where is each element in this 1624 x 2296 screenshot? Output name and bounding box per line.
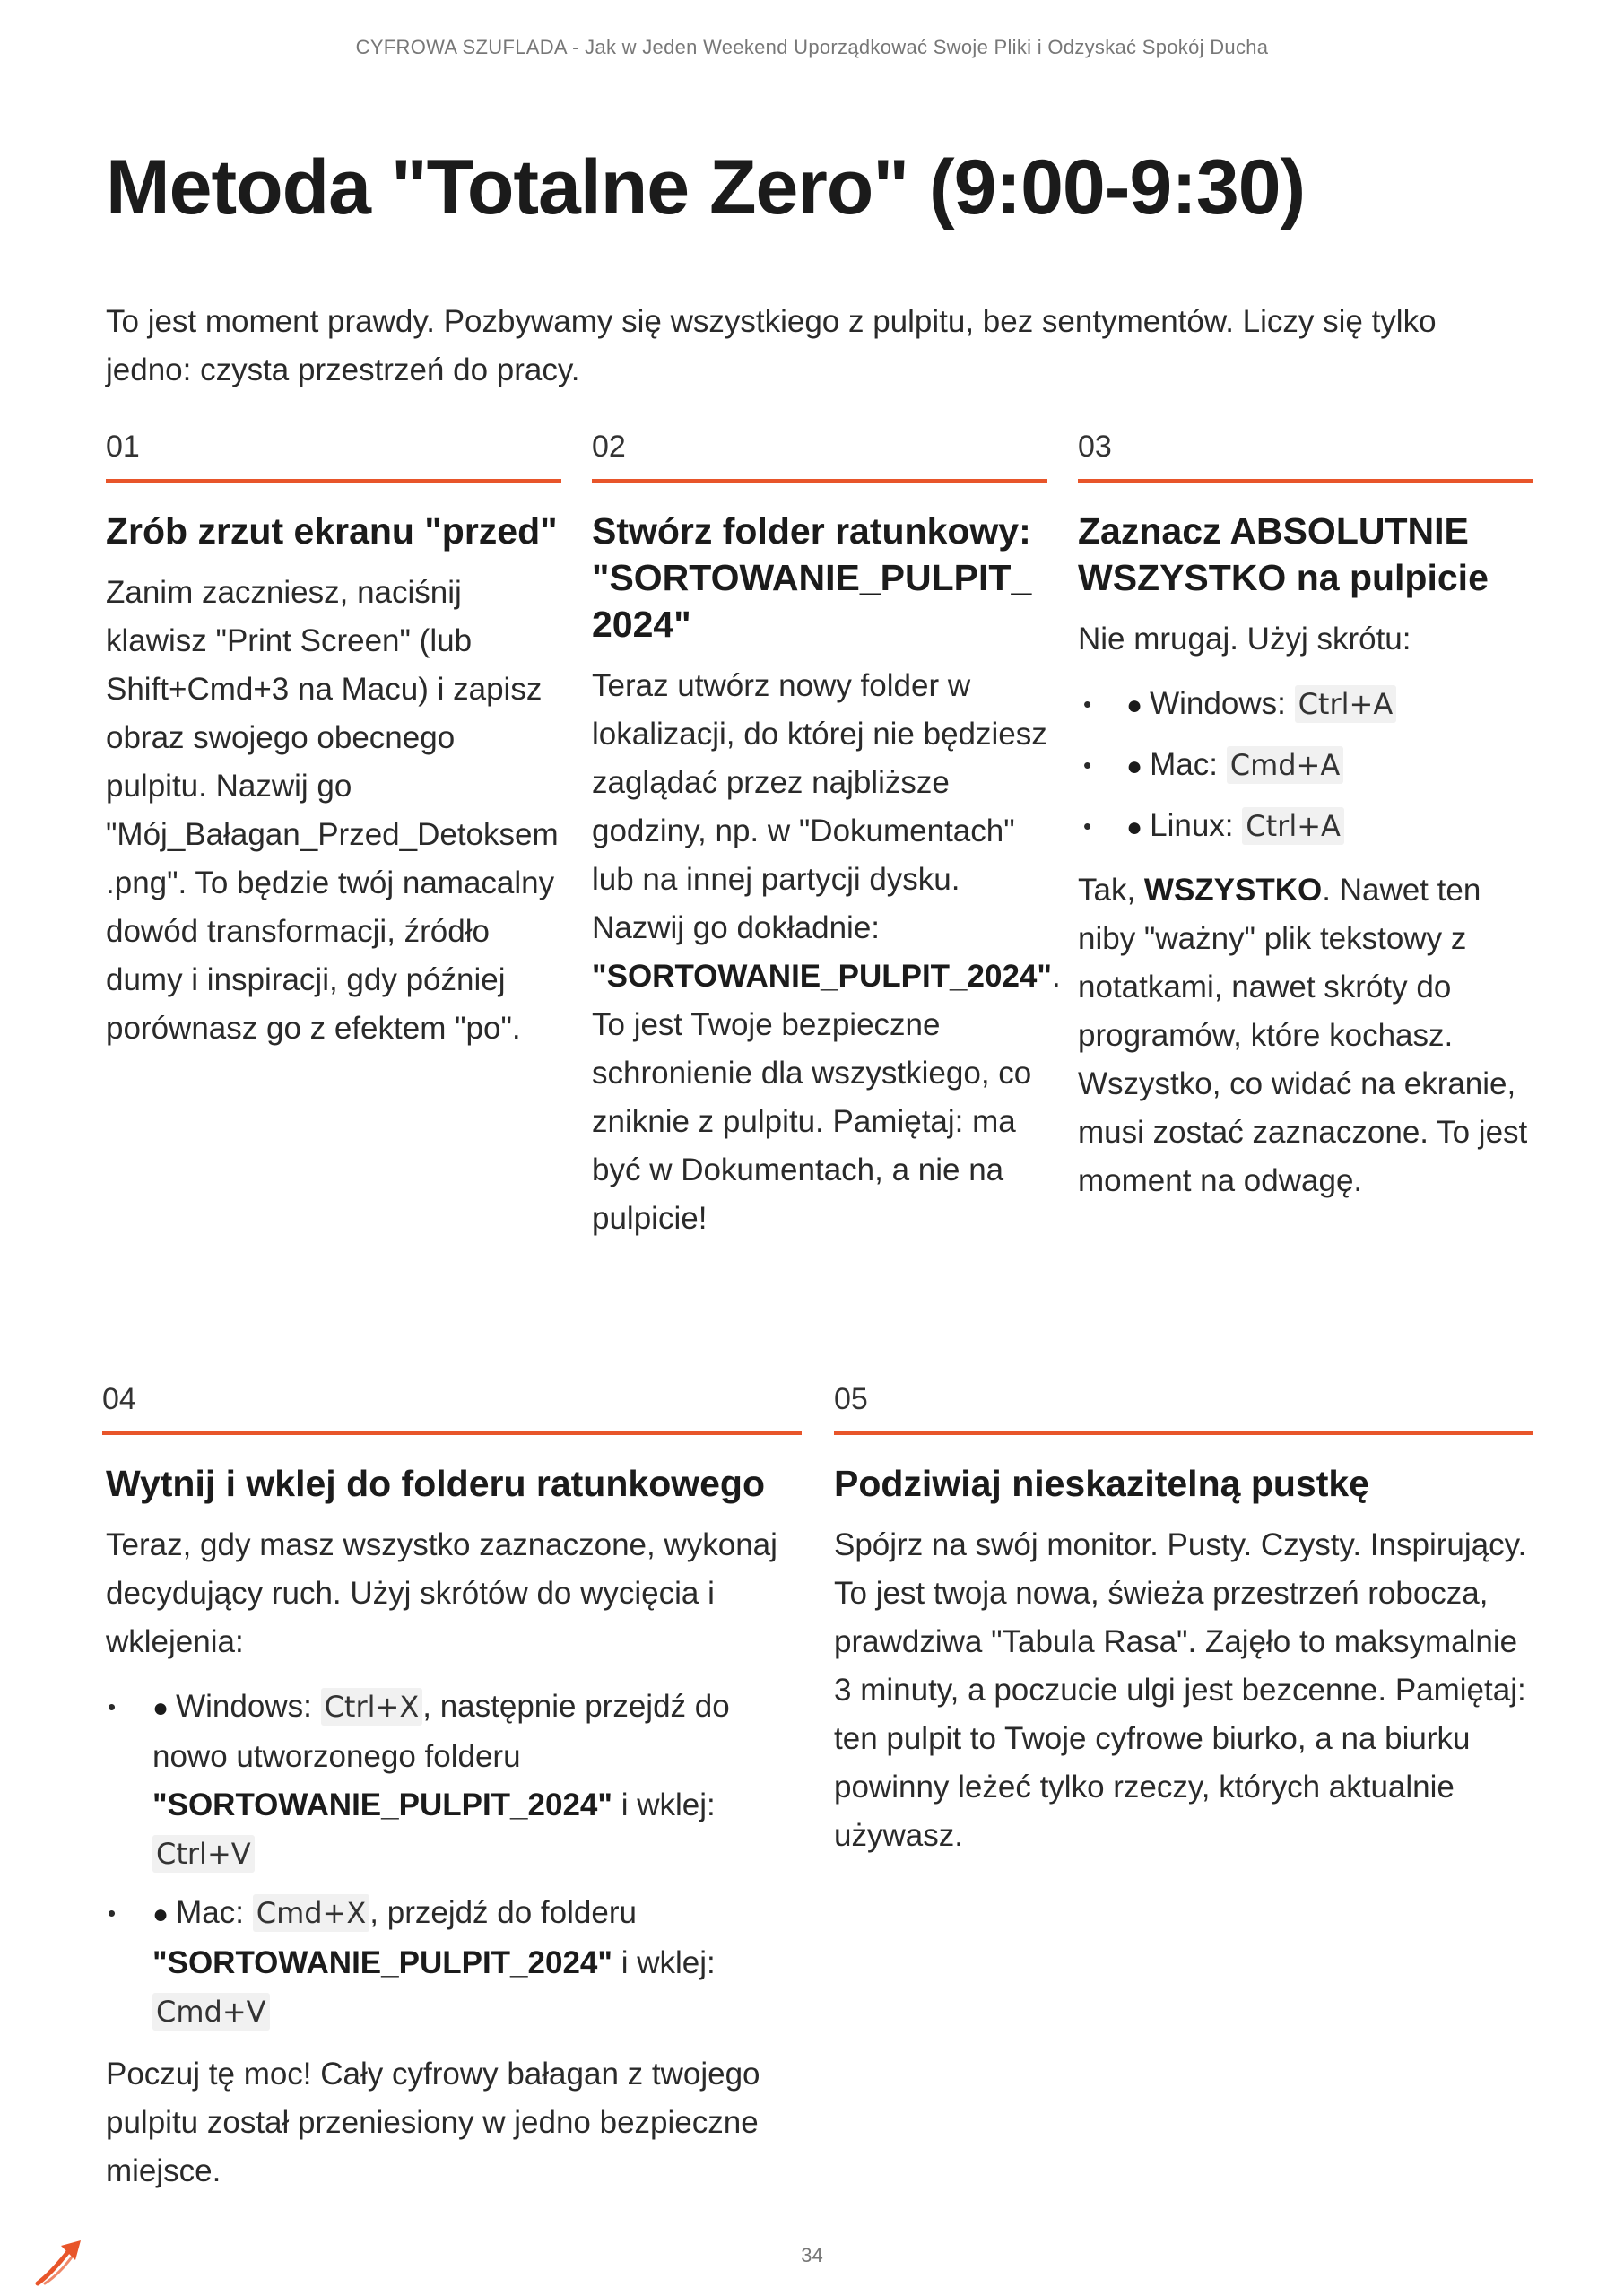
step-number: 04 (102, 1382, 136, 1416)
list-item (1078, 802, 1533, 852)
step-outro: Poczuj tę moc! Cały cyfrowy bałagan z twojego pulpitu został przeniesiony w jedno bezpieczne miejsce. (106, 2057, 760, 2188)
black-circle-icon: ● (152, 1693, 169, 1723)
step-title: Podziwiaj nieskazitelną pustkę (834, 1463, 1369, 1504)
intro-paragraph: To jest moment prawdy. Pozbywamy się wszystkiego z pulpitu, bez sentymentów. Liczy się tylko jedno: czysta przestrzeń do pracy. (106, 304, 1437, 387)
os-label: Mac: (1150, 747, 1218, 782)
folder-name: "SORTOWANIE_PULPIT_2024" (592, 959, 1052, 994)
step-02 (592, 427, 1061, 1243)
black-circle-icon: ● (1126, 813, 1143, 842)
shortcut-key: Cmd+A (1227, 746, 1344, 784)
step-body: Spójrz na swój monitor. Pusty. Czysty. Inspirujący. To jest twoja nowa, świeża przestrzeń robocza, prawdziwa "Tabula Rasa". Zajęło to maksymalnie 3 minuty, a poczucie ulgi jest bezcenne. Pamiętaj: ten pulpit to Twoje cyfrowe biurko, a na biurku powinny leżeć tylko rzeczy, których aktualnie używasz. (834, 1527, 1527, 1853)
bullet-icon: • (1083, 691, 1092, 718)
list-item (102, 1889, 802, 2036)
step-title: Wytnij i wklej do folderu ratunkowego (106, 1463, 766, 1504)
action-list (102, 1683, 802, 2036)
step-lead: Nie mrugaj. Użyj skrótu: (1078, 622, 1411, 657)
folder-name: "SORTOWANIE_PULPIT_2024" (152, 1945, 612, 1980)
list-item (1078, 741, 1533, 791)
shortcut-list (1078, 680, 1533, 852)
step-04 (102, 1379, 802, 2196)
page-title: Metoda "Totalne Zero" (9:00-9:30) (106, 144, 1306, 230)
os-label: Mac: (176, 1895, 244, 1930)
step-divider (592, 479, 1047, 483)
running-header: CYFROWA SZUFLADA - Jak w Jeden Weekend Uporządkować Swoje Pliki i Odzyskać Spokój Ducha (355, 36, 1269, 58)
shortcut-key: Ctrl+V (152, 1835, 255, 1873)
shortcut-key: Cmd+X (253, 1894, 370, 1932)
paste-label: i wklej: (612, 1787, 716, 1822)
step-title: Zrób zrzut ekranu "przed" (106, 510, 558, 552)
paste-label: i wklej: (612, 1945, 716, 1980)
step-body: Zanim zaczniesz, naciśnij klawisz "Print Screen" (lub Shift+Cmd+3 na Macu) i zapisz obraz swojego obecnego pulpitu. Nazwij go "Mój_Bałagan_Przed_Detoksem .png". To będzie twój namacalny dowód transformacji, źródło dumy i inspiracji, gdy później porównasz go z efektem "po". (106, 575, 559, 1046)
step-05 (834, 1379, 1533, 1860)
page-number: 34 (801, 2244, 823, 2266)
instruction-text: , następnie przejdź do nowo utworzonego folderu (152, 1689, 730, 1774)
os-label: Windows: (176, 1689, 312, 1724)
step-number: 05 (834, 1382, 868, 1416)
list-item (1078, 680, 1533, 730)
instruction-text: , przejdź do folderu (369, 1895, 637, 1930)
black-circle-icon: ● (152, 1900, 169, 1929)
bullet-icon: • (1083, 752, 1092, 778)
black-circle-icon: ● (1126, 752, 1143, 781)
os-label: Windows: (1150, 686, 1286, 721)
step-lead: Teraz, gdy masz wszystko zaznaczone, wykonaj decydujący ruch. Użyj skrótów do wycięcia i wklejenia: (106, 1527, 777, 1659)
bullet-icon: • (108, 1900, 117, 1926)
step-01 (106, 427, 561, 1053)
step-number: 01 (106, 430, 140, 464)
step-body (1078, 866, 1533, 1205)
folder-name: "SORTOWANIE_PULPIT_2024" (152, 1787, 612, 1822)
shortcut-key: Ctrl+A (1295, 685, 1397, 723)
step-body-end: . Nawet ten niby "ważny" plik tekstowy z notatkami, nawet skróty do programów, które kochasz. Wszystko, co widać na ekranie, musi zostać zaznaczone. To jest moment na odwagę. (1078, 873, 1528, 1198)
step-number: 02 (592, 430, 626, 464)
step-body-start: Tak, (1078, 873, 1144, 908)
step-divider (1078, 479, 1533, 483)
step-03 (1078, 427, 1533, 1205)
step-divider (106, 479, 561, 483)
step-body-end: . To jest Twoje bezpieczne schronienie dla wszystkiego, co zniknie z pulpitu. Pamiętaj: ma być w Dokumentach, a nie na pulpicie! (592, 959, 1061, 1236)
os-label: Linux: (1150, 808, 1234, 843)
shortcut-key: Ctrl+X (321, 1688, 423, 1726)
step-title: Stwórz folder ratunkowy: "SORTOWANIE_PULPIT_ 2024" (592, 510, 1032, 645)
step-title: Zaznacz ABSOLUTNIE WSZYSTKO na pulpicie (1078, 510, 1489, 598)
orange-arrow-icon (34, 2237, 84, 2287)
bullet-icon: • (1083, 813, 1092, 839)
black-circle-icon: ● (1126, 691, 1143, 720)
bullet-icon: • (108, 1693, 117, 1720)
shortcut-key: Cmd+V (152, 1993, 270, 2031)
step-body (592, 662, 1061, 1243)
list-item (102, 1683, 802, 1878)
step-divider (834, 1431, 1533, 1435)
emphasis: WSZYSTKO (1143, 873, 1323, 908)
step-body-start: Teraz utwórz nowy folder w lokalizacji, do której nie będziesz zaglądać przez najbliższe godziny, np. w "Dokumentach" lub na innej partycji dysku. Nazwij go dokładnie: (592, 668, 1047, 945)
step-number: 03 (1078, 430, 1112, 464)
shortcut-key: Ctrl+A (1242, 807, 1344, 845)
step-divider (102, 1431, 802, 1435)
